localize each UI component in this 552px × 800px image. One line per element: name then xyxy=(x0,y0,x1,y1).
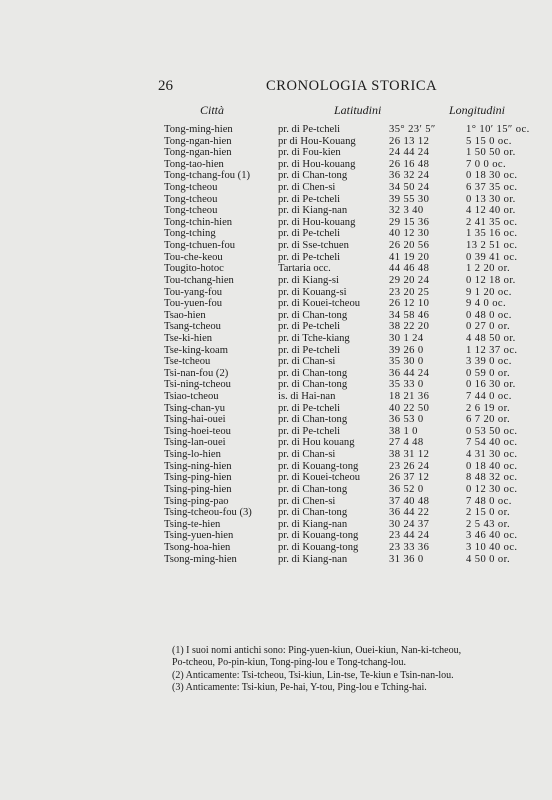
latitude-cell: 44 46 48 xyxy=(389,263,430,275)
table-row xyxy=(164,124,544,136)
city-cell: Tougito-hotoc xyxy=(164,263,224,275)
longitude-cell: 3 10 40 oc. xyxy=(466,541,518,553)
table-row xyxy=(164,263,544,275)
latitude-cell: 27 4 48 xyxy=(389,437,424,449)
table-row xyxy=(164,426,544,438)
latitude-cell: 38 31 12 xyxy=(389,449,430,461)
longitude-cell: 4 48 50 or. xyxy=(466,332,516,344)
table-row xyxy=(164,391,544,403)
latitude-cell: 34 58 46 xyxy=(389,309,430,321)
province-cell: pr di Hou-Kouang xyxy=(278,135,356,147)
table-row xyxy=(164,240,544,252)
table-row xyxy=(164,205,544,217)
longitude-cell: 4 12 40 or. xyxy=(466,205,516,217)
city-cell: Tsing-ping-hien xyxy=(164,483,232,495)
latitude-cell: 26 20 56 xyxy=(389,240,430,252)
province-cell: pr. di Kiang-nan xyxy=(278,205,348,217)
longitude-cell: 3 46 40 oc. xyxy=(466,530,518,542)
table-row xyxy=(164,414,544,426)
province-cell: pr. di Kiang-nan xyxy=(278,518,348,530)
province-cell: pr. di Sse-tchuen xyxy=(278,240,349,252)
province-cell: pr. di Pe-tcheli xyxy=(278,344,341,356)
longitude-cell: 1° 10′ 15″ oc. xyxy=(466,124,530,135)
table-row xyxy=(164,507,544,519)
city-cell: Tou-tchang-hien xyxy=(164,274,234,286)
longitude-cell: 1 12 37 oc. xyxy=(466,344,518,356)
table-row xyxy=(164,170,544,182)
latitude-cell: 30 24 37 xyxy=(389,518,430,530)
latitude-cell: 35 33 0 xyxy=(389,379,424,391)
table-row xyxy=(164,345,544,357)
column-header-latitude: Latitudini xyxy=(334,103,382,117)
city-cell: Tong-tchang-fou (1) xyxy=(164,170,251,182)
table-row xyxy=(164,333,544,345)
latitude-cell: 36 44 22 xyxy=(389,507,430,519)
longitude-cell: 2 5 43 or. xyxy=(466,518,511,530)
province-cell: pr. di Pe-tcheli xyxy=(278,425,341,437)
province-cell: pr. di Chan-tong xyxy=(278,507,348,519)
longitude-cell: 9 4 0 oc. xyxy=(466,298,507,310)
latitude-cell: 38 22 20 xyxy=(389,321,430,333)
latitude-cell: 36 53 0 xyxy=(389,414,424,426)
table-row xyxy=(164,472,544,484)
city-cell: Tsing-chan-yu xyxy=(164,402,226,414)
province-cell: pr. di Pe-tcheli xyxy=(278,228,341,240)
footnote-2: (2) Anticamente: Tsi-tcheou, Tsi-kiun, Lin-tse, Te-kiun e Tsin-nan-lou. xyxy=(172,669,454,681)
city-cell: Tse-ki-hien xyxy=(164,332,213,344)
city-cell: Tsi-ning-tcheou xyxy=(164,379,231,391)
city-cell: Tsing-ning-hien xyxy=(164,460,232,472)
province-cell: pr. di Chan-tong xyxy=(278,309,348,321)
city-cell: Tong-tcheou xyxy=(164,193,218,205)
city-cell: Tsang-tcheou xyxy=(164,321,221,333)
province-cell: pr. di Hou kouang xyxy=(278,437,355,449)
city-cell: Tsing-lan-ouei xyxy=(164,437,226,449)
province-cell: pr. di Pe-tcheli xyxy=(278,124,341,135)
province-cell: pr. di Chan-tong xyxy=(278,367,348,379)
latitude-cell: 36 32 24 xyxy=(389,170,430,182)
province-cell: pr. di Hou-kouang xyxy=(278,158,356,170)
province-cell: pr. di Chan-tong xyxy=(278,414,348,426)
longitude-cell: 8 48 32 oc. xyxy=(466,472,518,484)
city-cell: Tsing-tcheou-fou (3) xyxy=(164,507,252,519)
latitude-cell: 26 16 48 xyxy=(389,158,430,170)
latitude-cell: 23 20 25 xyxy=(389,286,430,298)
latitude-cell: 35° 23′ 5″ xyxy=(389,124,436,135)
city-cell: Tong-ming-hien xyxy=(164,124,233,135)
city-cell: Tong-ngan-hien xyxy=(164,147,232,159)
latitude-cell: 29 15 36 xyxy=(389,216,430,228)
table-row xyxy=(164,379,544,391)
longitude-cell: 9 1 20 oc. xyxy=(466,286,512,298)
running-title: CRONOLOGIA STORICA xyxy=(266,78,438,94)
city-cell: Tsing-ping-pao xyxy=(164,495,229,507)
province-cell: pr. di Pe-tcheli xyxy=(278,321,341,333)
province-cell: pr. di Kiang-nan xyxy=(278,553,348,565)
city-cell: Tsing-hoei-teou xyxy=(164,425,231,437)
city-cell: Tong-ngan-hien xyxy=(164,135,232,147)
table-row xyxy=(164,194,544,206)
longitude-cell: 7 0 0 oc. xyxy=(466,158,507,170)
province-cell: pr. di Kouei-tcheou xyxy=(278,298,361,310)
longitude-cell: 2 6 19 or. xyxy=(466,402,511,414)
city-cell: Tou-yang-fou xyxy=(164,286,223,298)
longitude-cell: 0 18 40 oc. xyxy=(466,460,518,472)
latitude-cell: 18 21 36 xyxy=(389,391,430,403)
longitude-cell: 6 7 20 or. xyxy=(466,414,511,426)
province-cell: pr. di Kouang-si xyxy=(278,286,347,298)
table-row xyxy=(164,136,544,148)
latitude-cell: 41 19 20 xyxy=(389,251,430,263)
city-cell: Tsing-yuen-hien xyxy=(164,530,234,542)
table-row xyxy=(164,368,544,380)
city-cell: Tse-tcheou xyxy=(164,356,211,368)
table-row xyxy=(164,310,544,322)
table-row xyxy=(164,228,544,240)
latitude-cell: 36 52 0 xyxy=(389,483,424,495)
longitude-cell: 7 54 40 oc. xyxy=(466,437,518,449)
province-cell: pr. di Pe-tcheli xyxy=(278,402,341,414)
province-cell: pr. di Chen-si xyxy=(278,495,336,507)
longitude-cell: 0 53 50 oc. xyxy=(466,425,518,437)
footnotes xyxy=(172,645,532,694)
city-cell: Tong-tchin-hien xyxy=(164,216,233,228)
city-cell: Tsong-ming-hien xyxy=(164,553,237,565)
longitude-cell: 1 35 16 oc. xyxy=(466,228,518,240)
province-cell: pr. di Pe-tcheli xyxy=(278,251,341,263)
longitude-cell: 0 12 30 oc. xyxy=(466,483,518,495)
table-row xyxy=(164,356,544,368)
latitude-cell: 23 44 24 xyxy=(389,530,430,542)
longitude-cell: 3 39 0 oc. xyxy=(466,356,512,368)
longitude-cell: 5 15 0 oc. xyxy=(466,135,512,147)
longitude-cell: 0 59 0 or. xyxy=(466,367,511,379)
table-row xyxy=(164,287,544,299)
city-cell: Tong-tching xyxy=(164,228,216,240)
latitude-cell: 32 3 40 xyxy=(389,205,424,217)
province-cell: pr. di Kouei-tcheou xyxy=(278,472,361,484)
latitude-cell: 39 55 30 xyxy=(389,193,430,205)
city-cell: Tong-tao-hien xyxy=(164,158,224,170)
city-cell: Tsing-ping-hien xyxy=(164,472,232,484)
table-row xyxy=(164,461,544,473)
province-cell: pr. di Chan-tong xyxy=(278,483,348,495)
table-row xyxy=(164,217,544,229)
longitude-cell: 2 41 35 oc. xyxy=(466,216,518,228)
latitude-cell: 39 26 0 xyxy=(389,344,424,356)
table-row xyxy=(164,554,544,566)
longitude-cell: 1 2 20 or. xyxy=(466,263,511,275)
city-cell: Tsing-hai-ouei xyxy=(164,414,226,426)
latitude-cell: 26 13 12 xyxy=(389,135,430,147)
city-cell: Tong-tcheou xyxy=(164,205,218,217)
longitude-cell: 7 48 0 oc. xyxy=(466,495,512,507)
running-header xyxy=(158,78,544,98)
latitude-cell: 23 33 36 xyxy=(389,541,430,553)
table-row xyxy=(164,159,544,171)
longitude-cell: 0 39 41 oc. xyxy=(466,251,518,263)
table-row xyxy=(164,321,544,333)
table-row xyxy=(164,542,544,554)
province-cell: pr. di Chan-si xyxy=(278,356,336,368)
longitude-cell: 0 18 30 oc. xyxy=(466,170,518,182)
province-cell: pr. di Chen-si xyxy=(278,182,336,194)
latitude-cell: 26 12 10 xyxy=(389,298,430,310)
column-headers xyxy=(158,103,544,119)
latitude-cell: 40 12 30 xyxy=(389,228,430,240)
latitude-cell: 34 50 24 xyxy=(389,182,430,194)
table-row xyxy=(164,403,544,415)
footnote-3: (3) Anticamente: Tsi-kiun, Pe-hai, Y-tou, Ping-lou e Tching-hai. xyxy=(172,681,427,693)
footnote-1-continuation: Po-tcheou, Po-pin-kiun, Tong-ping-lou e Tong-tchang-lou. xyxy=(172,657,407,669)
province-cell: pr. di Fou-kien xyxy=(278,147,341,159)
latitude-cell: 38 1 0 xyxy=(389,425,418,437)
longitude-cell: 0 48 0 oc. xyxy=(466,309,512,321)
latitude-cell: 35 30 0 xyxy=(389,356,424,368)
table-row xyxy=(164,496,544,508)
city-cell: Tsi-nan-fou (2) xyxy=(164,367,229,379)
longitude-cell: 7 44 0 oc. xyxy=(466,391,512,403)
column-header-city: Città xyxy=(200,103,225,117)
city-cell: Tsong-hoa-hien xyxy=(164,541,231,553)
province-cell: pr. di Kouang-tong xyxy=(278,460,359,472)
province-cell: pr. di Hou-kouang xyxy=(278,216,356,228)
province-cell: pr. di Pe-tcheli xyxy=(278,193,341,205)
city-cell: Tsao-hien xyxy=(164,309,206,321)
latitude-cell: 26 37 12 xyxy=(389,472,430,484)
table-row xyxy=(164,252,544,264)
province-cell: pr. di Tche-kiang xyxy=(278,332,350,344)
table-row xyxy=(164,182,544,194)
latitude-cell: 24 44 24 xyxy=(389,147,430,159)
table-row xyxy=(164,519,544,531)
city-cell: Tong-tcheou xyxy=(164,182,218,194)
footnote-1: (1) I suoi nomi antichi sono: Ping-yuen-kiun, Ouei-kiun, Nan-ki-tcheou, xyxy=(172,645,462,656)
latitude-cell: 30 1 24 xyxy=(389,332,424,344)
table-row xyxy=(164,437,544,449)
latitude-cell: 36 44 24 xyxy=(389,367,430,379)
city-cell: Tong-tchuen-fou xyxy=(164,240,236,252)
city-cell: Tou-che-keou xyxy=(164,251,223,263)
longitude-cell: 0 16 30 or. xyxy=(466,379,516,391)
longitude-cell: 13 2 51 oc. xyxy=(466,240,518,252)
table-row xyxy=(164,530,544,542)
province-cell: pr. di Chan-tong xyxy=(278,379,348,391)
table-row xyxy=(164,147,544,159)
column-header-longitude: Longitudini xyxy=(449,103,506,117)
table-row xyxy=(164,449,544,461)
table-row xyxy=(164,275,544,287)
latitude-cell: 37 40 48 xyxy=(389,495,430,507)
longitude-cell: 0 12 18 or. xyxy=(466,274,516,286)
latitude-cell: 40 22 50 xyxy=(389,402,430,414)
table-row xyxy=(164,298,544,310)
city-cell: Tsiao-tcheou xyxy=(164,391,219,403)
longitude-cell: 0 27 0 or. xyxy=(466,321,511,333)
city-cell: Tsing-lo-hien xyxy=(164,449,221,461)
city-cell: Tsing-te-hien xyxy=(164,518,221,530)
province-cell: pr. di Kouang-tong xyxy=(278,541,359,553)
latitude-cell: 31 36 0 xyxy=(389,553,424,565)
page-number: 26 xyxy=(158,78,173,94)
longitude-cell: 4 50 0 or. xyxy=(466,553,511,565)
province-cell: pr. di Kiang-si xyxy=(278,274,339,286)
latitude-cell: 29 20 24 xyxy=(389,274,430,286)
longitude-cell: 0 13 30 or. xyxy=(466,193,516,205)
city-cell: Tou-yuen-fou xyxy=(164,298,223,310)
longitude-cell: 2 15 0 or. xyxy=(466,507,511,519)
city-cell: Tse-king-koam xyxy=(164,344,228,356)
longitude-cell: 6 37 35 oc. xyxy=(466,182,518,194)
province-cell: pr. di Chan-tong xyxy=(278,170,348,182)
longitude-cell: 1 50 50 or. xyxy=(466,147,516,159)
table-row xyxy=(164,484,544,496)
coordinates-table xyxy=(164,124,544,565)
province-cell: is. di Hai-nan xyxy=(278,391,336,403)
province-cell: pr. di Chan-si xyxy=(278,449,336,461)
latitude-cell: 23 26 24 xyxy=(389,460,430,472)
province-cell: pr. di Kouang-tong xyxy=(278,530,359,542)
province-cell: Tartaria occ. xyxy=(278,263,331,275)
longitude-cell: 4 31 30 oc. xyxy=(466,449,518,461)
